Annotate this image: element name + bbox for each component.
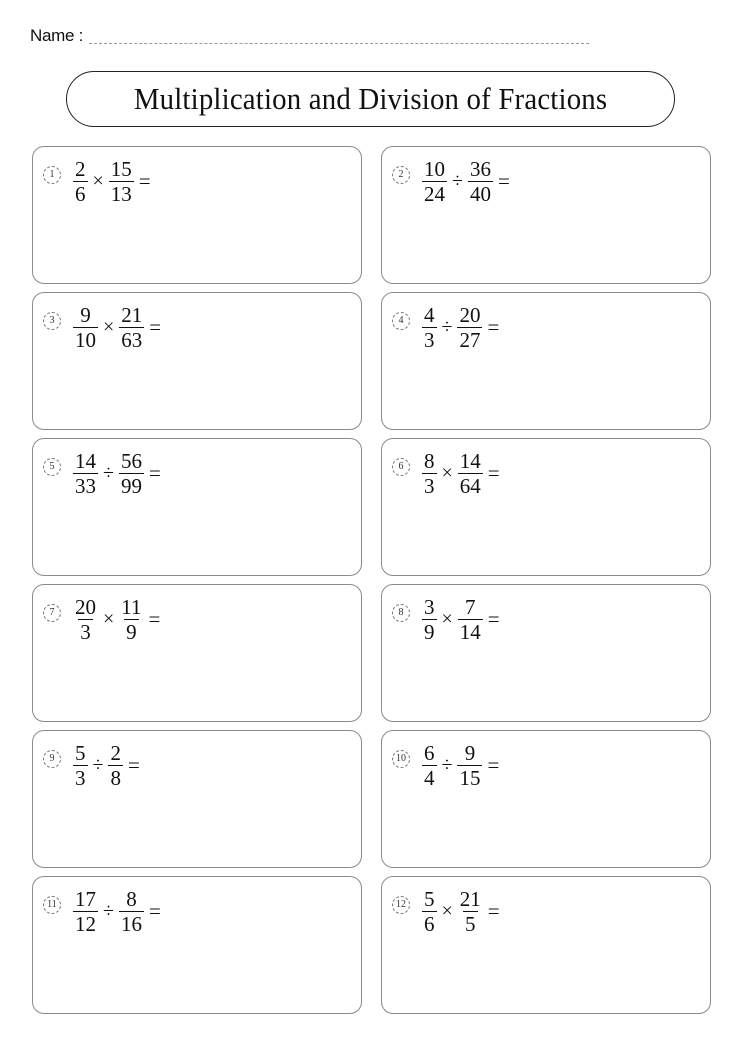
problem-10 xyxy=(392,743,499,788)
problem-box-9[interactable] xyxy=(32,730,362,868)
problem-number-badge: 12 xyxy=(392,896,410,914)
equals-sign: = xyxy=(138,169,151,193)
problem-box-12[interactable] xyxy=(381,876,711,1014)
fraction-b xyxy=(108,743,123,788)
denominator: 24 xyxy=(424,182,445,206)
problem-11 xyxy=(43,889,161,934)
denominator: 12 xyxy=(75,912,96,936)
fraction-a xyxy=(73,743,88,788)
problem-number-badge: 9 xyxy=(43,750,61,768)
numerator: 20 xyxy=(75,595,96,619)
equals-sign: = xyxy=(148,461,161,485)
problem-5 xyxy=(43,451,161,496)
numerator: 21 xyxy=(459,887,481,911)
numerator: 5 xyxy=(75,741,86,765)
denominator: 33 xyxy=(75,474,96,498)
numerator: 10 xyxy=(424,157,445,181)
problem-number-badge: 11 xyxy=(43,896,61,914)
denominator: 9 xyxy=(126,620,137,644)
denominator: 3 xyxy=(424,474,435,498)
name-label: Name : xyxy=(30,26,83,45)
fraction-a xyxy=(73,889,98,934)
problem-box-1[interactable] xyxy=(32,146,362,284)
fraction-b xyxy=(119,305,144,350)
worksheet-title-banner xyxy=(66,71,675,127)
denominator: 4 xyxy=(424,766,435,790)
fraction-b xyxy=(119,451,144,496)
denominator: 14 xyxy=(459,620,481,644)
numerator: 6 xyxy=(424,741,435,765)
problem-box-11[interactable] xyxy=(32,876,362,1014)
numerator: 36 xyxy=(469,157,491,181)
equals-sign: = xyxy=(148,899,161,923)
equals-sign: = xyxy=(127,753,140,777)
problem-7 xyxy=(43,597,160,642)
numerator: 56 xyxy=(120,449,142,473)
fraction-b xyxy=(468,159,493,204)
equals-sign: = xyxy=(487,753,500,777)
problem-number-badge: 4 xyxy=(392,312,410,330)
fraction-a xyxy=(422,743,437,788)
problem-box-8[interactable] xyxy=(381,584,711,722)
fraction-a xyxy=(422,159,447,204)
equals-sign: = xyxy=(148,607,161,631)
fraction-b xyxy=(119,597,143,642)
problem-number-badge: 5 xyxy=(43,458,61,476)
problem-box-4[interactable] xyxy=(381,292,711,430)
operator: × xyxy=(103,608,115,630)
denominator: 64 xyxy=(459,474,481,498)
fraction-b xyxy=(109,159,134,204)
worksheet-title: Multiplication and Division of Fractions xyxy=(133,81,608,116)
denominator: 63 xyxy=(121,328,143,352)
operator: ÷ xyxy=(441,754,453,776)
operator: × xyxy=(92,170,104,192)
numerator: 20 xyxy=(459,303,481,327)
denominator: 9 xyxy=(424,620,435,644)
problem-number-badge: 1 xyxy=(43,166,61,184)
problem-number-badge: 8 xyxy=(392,604,410,622)
fraction-a xyxy=(73,305,98,350)
problem-number-badge: 2 xyxy=(392,166,410,184)
problem-box-7[interactable] xyxy=(32,584,362,722)
denominator: 10 xyxy=(75,328,96,352)
denominator: 6 xyxy=(75,182,86,206)
problem-8 xyxy=(392,597,500,642)
operator: × xyxy=(441,900,453,922)
problem-number-badge: 10 xyxy=(392,750,410,768)
operator: × xyxy=(441,462,453,484)
problem-box-5[interactable] xyxy=(32,438,362,576)
denominator: 13 xyxy=(110,182,132,206)
denominator: 8 xyxy=(110,766,121,790)
fraction-b xyxy=(458,597,483,642)
problem-box-3[interactable] xyxy=(32,292,362,430)
operator: × xyxy=(441,608,453,630)
operator: ÷ xyxy=(103,462,114,484)
equals-sign: = xyxy=(487,607,500,631)
numerator: 15 xyxy=(110,157,132,181)
problem-4 xyxy=(392,305,499,350)
denominator: 6 xyxy=(424,912,435,936)
problem-number-badge: 6 xyxy=(392,458,410,476)
numerator: 9 xyxy=(464,741,476,765)
equals-sign: = xyxy=(487,315,500,339)
numerator: 8 xyxy=(126,887,137,911)
numerator: 9 xyxy=(80,303,91,327)
denominator: 5 xyxy=(465,912,476,936)
fraction-a xyxy=(422,889,437,934)
denominator: 16 xyxy=(120,912,142,936)
denominator: 99 xyxy=(120,474,142,498)
fraction-a xyxy=(73,451,98,496)
problem-box-10[interactable] xyxy=(381,730,711,868)
problem-9 xyxy=(43,743,140,788)
numerator: 17 xyxy=(75,887,96,911)
numerator: 11 xyxy=(121,595,142,619)
numerator: 3 xyxy=(424,595,435,619)
fraction-a xyxy=(422,597,437,642)
fraction-b xyxy=(458,889,483,934)
numerator: 21 xyxy=(121,303,143,327)
denominator: 15 xyxy=(459,766,481,790)
problem-2 xyxy=(392,159,510,204)
problem-box-6[interactable] xyxy=(381,438,711,576)
operator: ÷ xyxy=(452,170,463,192)
denominator: 3 xyxy=(424,328,435,352)
problem-box-2[interactable] xyxy=(381,146,711,284)
fraction-b xyxy=(458,451,483,496)
fraction-a xyxy=(422,305,437,350)
numerator: 4 xyxy=(424,303,435,327)
denominator: 27 xyxy=(459,328,481,352)
fraction-b xyxy=(457,305,482,350)
denominator: 3 xyxy=(75,766,86,790)
equals-sign: = xyxy=(487,461,500,485)
operator: × xyxy=(103,316,115,338)
numerator: 7 xyxy=(465,595,476,619)
problem-3 xyxy=(43,305,161,350)
problem-6 xyxy=(392,451,500,496)
problem-number-badge: 7 xyxy=(43,604,61,622)
fraction-a xyxy=(422,451,437,496)
operator: ÷ xyxy=(103,900,114,922)
fraction-b xyxy=(119,889,144,934)
name-row xyxy=(30,26,589,46)
numerator: 5 xyxy=(424,887,435,911)
equals-sign: = xyxy=(149,315,162,339)
equals-sign: = xyxy=(497,169,510,193)
denominator: 3 xyxy=(80,620,91,644)
fraction-a xyxy=(73,597,98,642)
numerator: 8 xyxy=(424,449,435,473)
numerator: 2 xyxy=(75,157,86,181)
fraction-a xyxy=(73,159,88,204)
numerator: 14 xyxy=(75,449,96,473)
problem-1 xyxy=(43,159,151,204)
name-input-line[interactable] xyxy=(89,29,589,44)
numerator: 2 xyxy=(110,741,121,765)
fraction-b xyxy=(457,743,482,788)
operator: ÷ xyxy=(441,316,453,338)
problem-number-badge: 3 xyxy=(43,312,61,330)
problem-12 xyxy=(392,889,500,934)
operator: ÷ xyxy=(92,754,104,776)
equals-sign: = xyxy=(487,899,500,923)
numerator: 14 xyxy=(459,449,481,473)
denominator: 40 xyxy=(469,182,491,206)
